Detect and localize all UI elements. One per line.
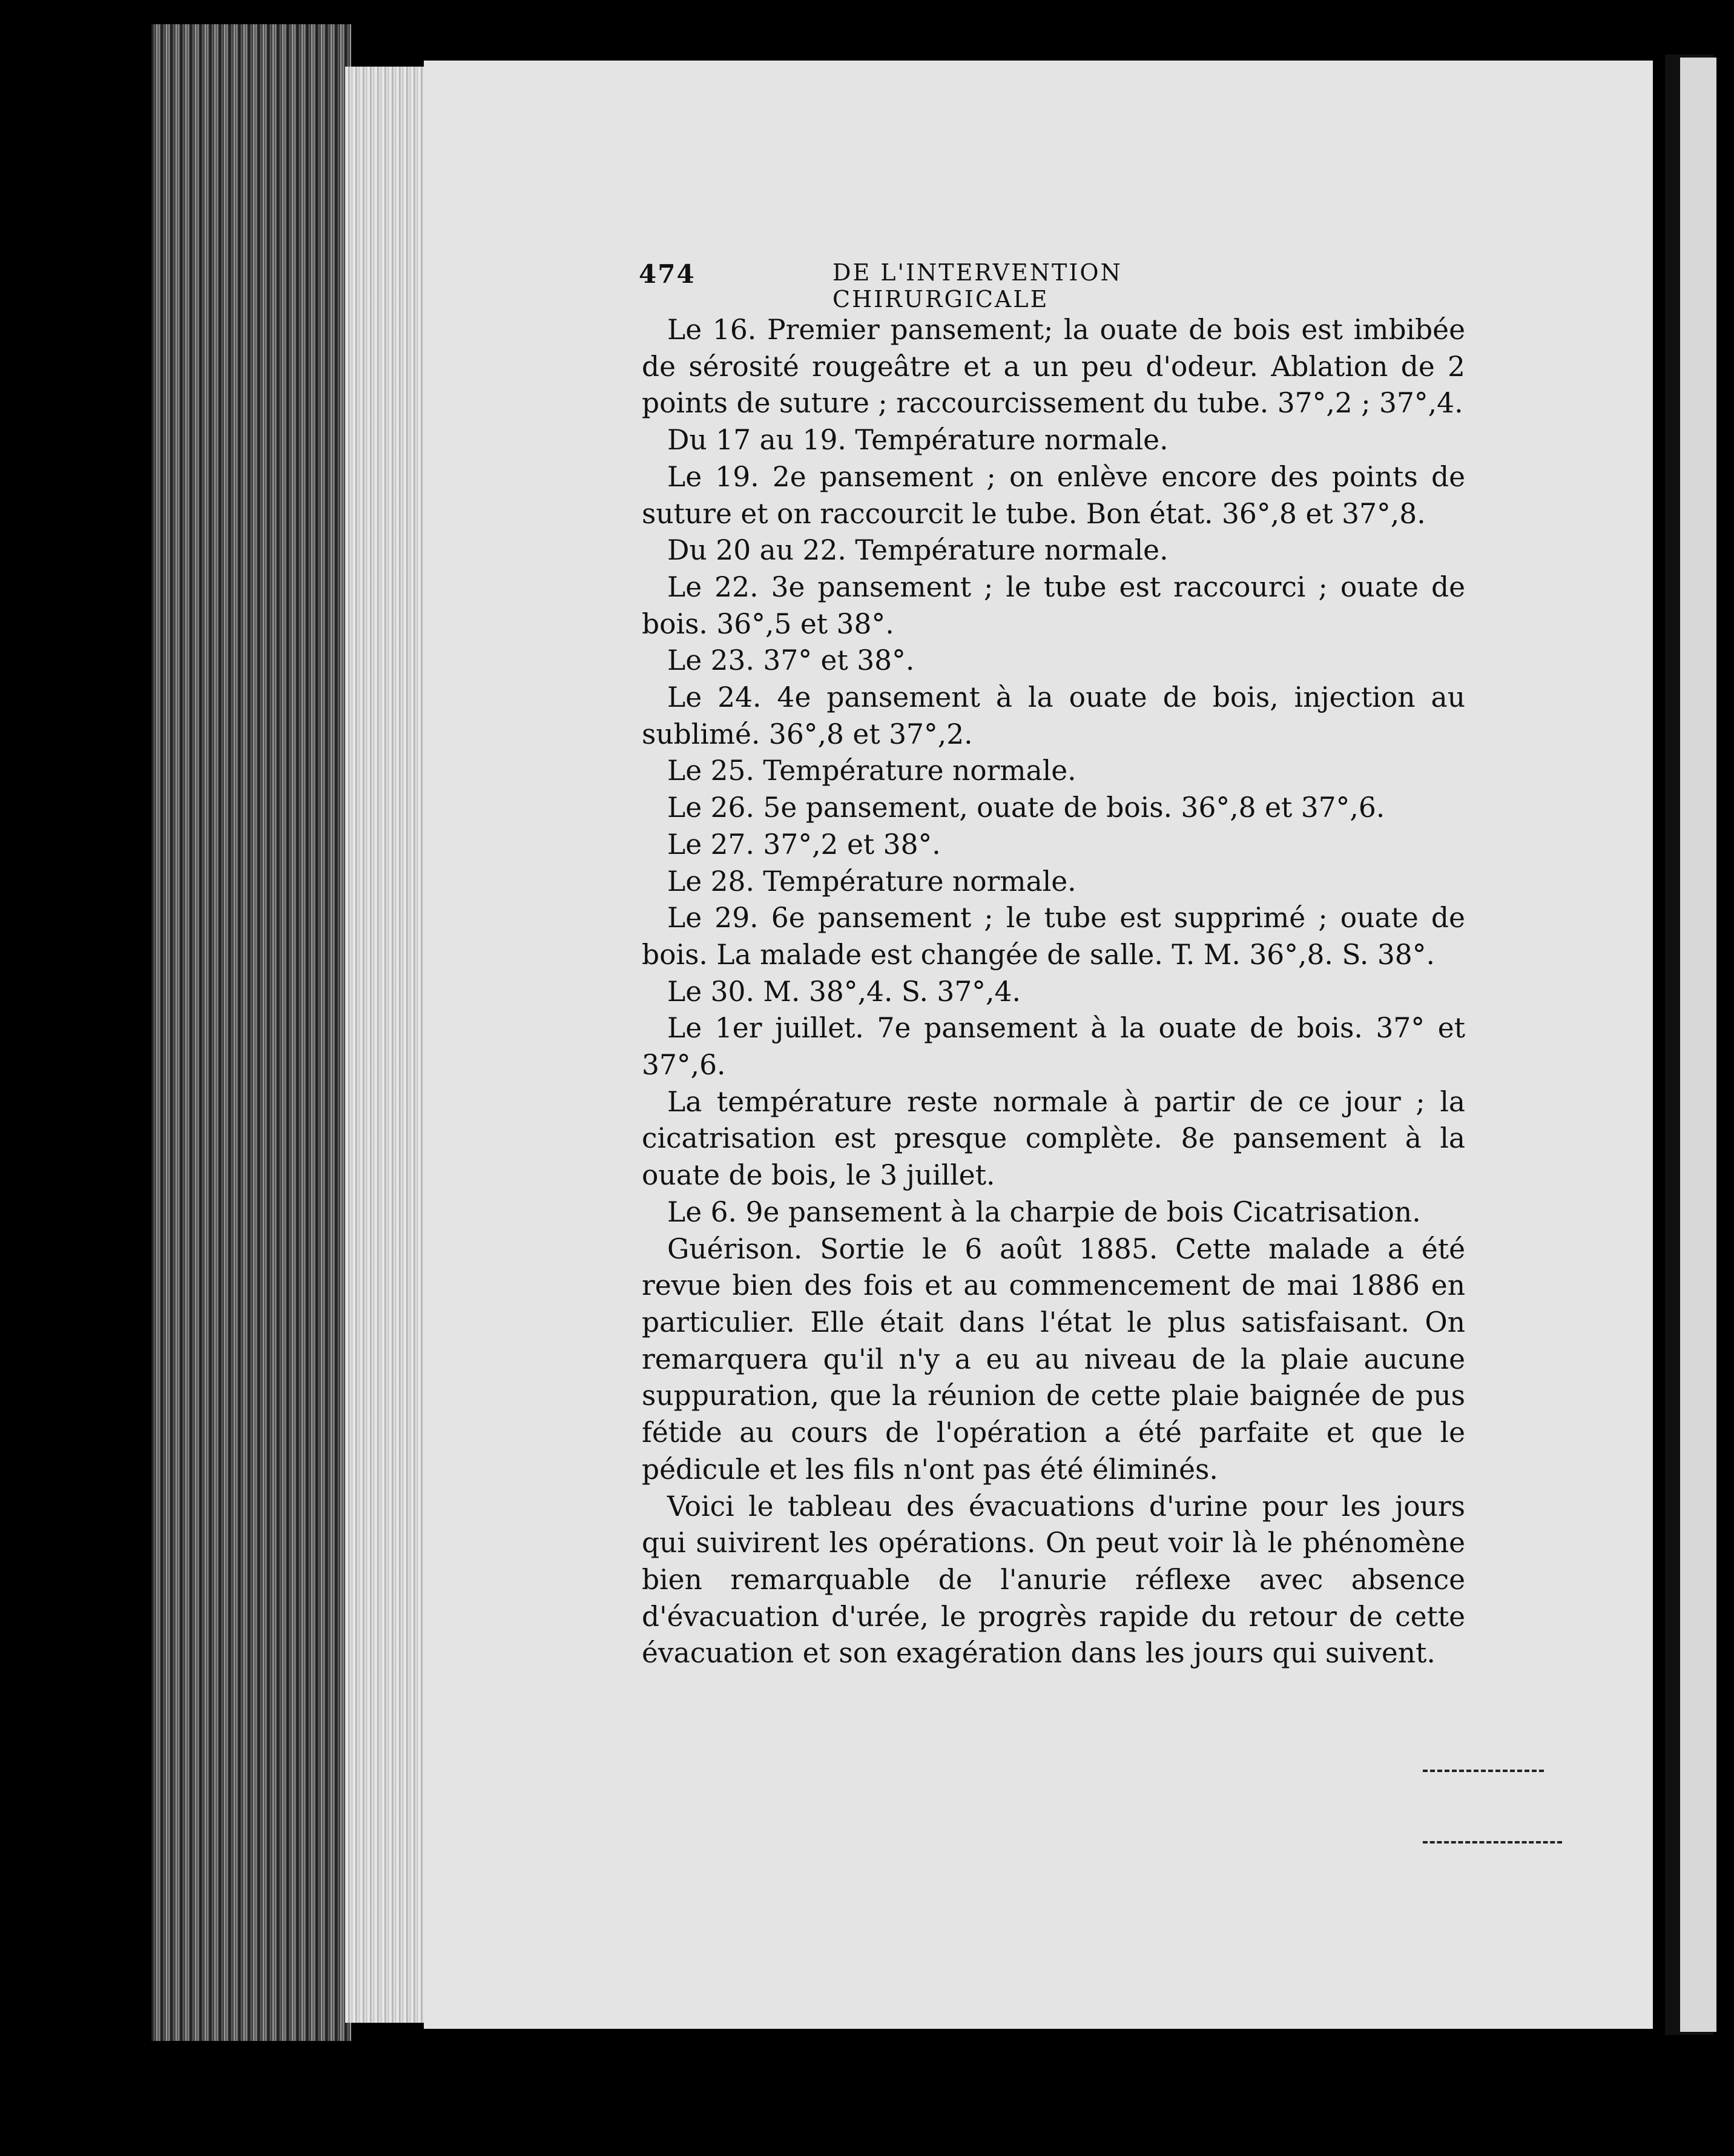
page-number: 474: [639, 259, 696, 289]
running-title: DE L'INTERVENTION CHIRURGICALE: [832, 259, 1122, 312]
paragraph: La température reste normale à partir de ce jour ; la cicatrisation est presque complète. 8e pansement à la ouate de bois, le 3 juillet.: [642, 1085, 1465, 1192]
paragraph: Le 24. 4e pansement à la ouate de bois, injection au sublimé. 36°,8 et 37°,2.: [642, 681, 1465, 750]
paragraph: Le 28. Température normale.: [667, 865, 1076, 898]
paragraph: Voici le tableau des évacuations d'urine pour les jours qui suivirent les opérations. On peut voir là le phénomène bien remarquable de l'anurie réflexe avec absence d'évacuation d'urée, le progrès rapide du retour de cette évacuation et son exagération dans les jours qui suivent.: [642, 1490, 1465, 1670]
paragraph: Le 29. 6e pansement ; le tube est supprimé ; ouate de bois. La malade est changée de salle. T. M. 36°,8. S. 38°.: [642, 902, 1465, 971]
paragraph: Le 27. 37°,2 et 38°.: [667, 828, 941, 861]
next-page-edge: [1680, 58, 1716, 2032]
paragraph: Le 16. Premier pansement; la ouate de bois est imbibée de sérosité rougeâtre et a un peu d'odeur. Ablation de 2 points de suture ; raccourcissement du tube. 37°,2 ; 37°,4.: [642, 314, 1465, 420]
paragraph: Du 20 au 22. Température normale.: [667, 534, 1169, 567]
paragraph: Le 23. 37° et 38°.: [667, 644, 915, 677]
paragraph: Le 6. 9e pansement à la charpie de bois Cicatrisation.: [667, 1195, 1421, 1228]
paragraph: Le 30. M. 38°,4. S. 37°,4.: [667, 975, 1021, 1008]
body-text: [642, 312, 1465, 1672]
paragraph: Du 17 au 19. Température normale.: [667, 424, 1169, 457]
paragraph: Guérison. Sortie le 6 août 1885. Cette malade a été revue bien des fois et au commencement de mai 1886 en particulier. Elle était dans l'état le plus satisfaisant. On remarquera qu'il n'y a eu au niveau de la plaie aucune suppuration, que la réunion de cette plaie baignée de pus fétide au cours de l'opération a été parfaite et que le pédicule et les fils n'ont pas été éliminés.: [642, 1232, 1465, 1486]
paragraph: Le 22. 3e pansement ; le tube est raccourci ; ouate de bois. 36°,5 et 38°.: [642, 570, 1465, 640]
paragraph: Le 25. Température normale.: [667, 755, 1076, 787]
running-header: [639, 259, 1274, 312]
paragraph: Le 26. 5e pansement, ouate de bois. 36°,8 et 37°,6.: [667, 792, 1385, 824]
scan-artifact-dashes: [1423, 1770, 1544, 1774]
scan-artifact-dashes: [1423, 1841, 1562, 1846]
paragraph: Le 1er juillet. 7e pansement à la ouate de bois. 37° et 37°,6.: [642, 1012, 1465, 1082]
book-page-edges-light: [345, 67, 436, 2023]
paragraph: Le 19. 2e pansement ; on enlève encore des points de suture et on raccourcit le tube. Bon état. 36°,8 et 37°,8.: [642, 460, 1465, 530]
book-page-edges: [151, 24, 351, 2041]
